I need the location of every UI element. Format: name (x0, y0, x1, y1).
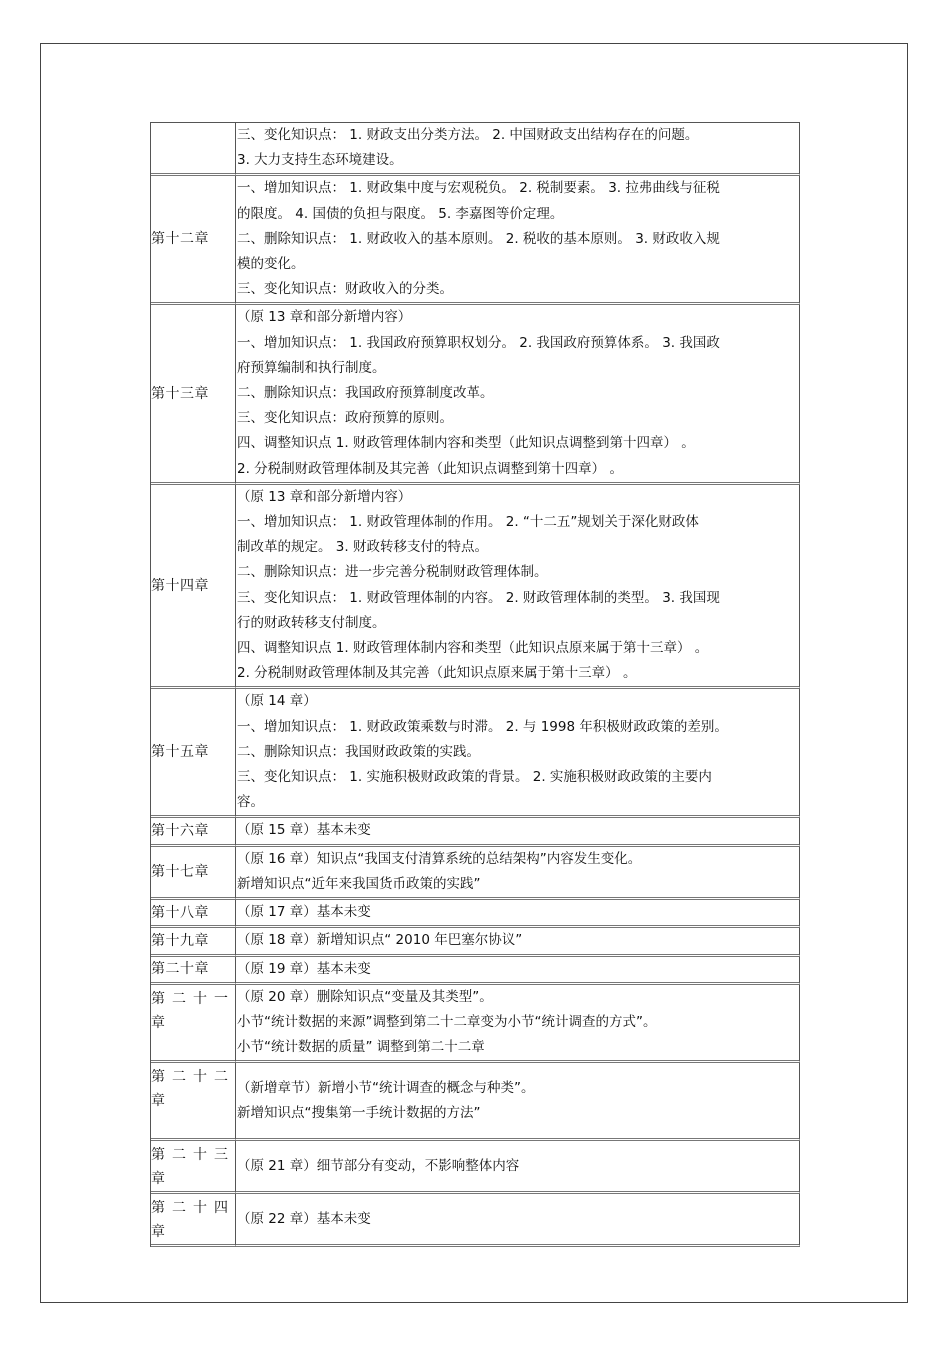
chapter-cell (151, 123, 236, 176)
chapter-label-line: 章 (151, 1014, 166, 1031)
change-content-cell (236, 900, 800, 928)
change-content-cell (236, 305, 800, 484)
chapter-label-line: 第二十一 (151, 990, 235, 1007)
chapter-cell (151, 1141, 236, 1194)
chapter-label: 第十三章 (151, 385, 209, 402)
chapter-changes-table (150, 122, 800, 1247)
table-row (151, 689, 800, 818)
change-text-line: （原 16 章）知识点“我国支付清算系统的总结架构”内容发生变化。 (237, 850, 642, 867)
change-content-cell (236, 847, 800, 900)
change-content-cell (236, 176, 800, 305)
change-text-line: 一、增加知识点： 1. 财政政策乘数与时滞。 2. 与 1998 年积极财政政策的差别。 (237, 718, 728, 735)
chapter-cell (151, 485, 236, 690)
change-text-line: 容。 (237, 794, 264, 811)
chapter-cell (151, 1194, 236, 1247)
chapter-cell (151, 957, 236, 985)
table-row (151, 928, 800, 956)
chapter-label: 第十八章 (151, 904, 209, 921)
change-text-line: 一、增加知识点： 1. 我国政府预算职权划分。 2. 我国政府预算体系。 3. 我国政 (237, 334, 720, 351)
chapter-label-line: 第二十四 (151, 1200, 235, 1217)
change-text-line: 三、变化知识点： 1. 实施积极财政政策的背景。 2. 实施积极财政政策的主要内 (237, 769, 712, 786)
change-content-cell (236, 1063, 800, 1141)
table-row (151, 305, 800, 484)
chapter-cell (151, 1063, 236, 1141)
change-text-line: 制改革的规定。 3. 财政转移支付的特点。 (237, 539, 488, 556)
change-text-line: 行的财政转移支付制度。 (237, 614, 386, 631)
change-text-line: 小节“统计数据的来源”调整到第二十二章变为小节“统计调查的方式”。 (237, 1013, 657, 1030)
change-text-line: 2. 分税制财政管理体制及其完善（此知识点调整到第十四章） 。 (237, 460, 623, 477)
change-text-line: （原 13 章和部分新增内容） (237, 309, 412, 326)
chapter-label-line: 章 (151, 1093, 166, 1110)
chapter-cell (151, 818, 236, 846)
change-text-line: 二、删除知识点：我国政府预算制度改革。 (237, 385, 494, 402)
chapter-cell (151, 928, 236, 956)
change-content-cell (236, 928, 800, 956)
change-text-line: 府预算编制和执行制度。 (237, 359, 386, 376)
chapter-label-line: 章 (151, 1171, 166, 1188)
change-content-cell (236, 985, 800, 1064)
chapter-label: 第十九章 (151, 932, 209, 949)
change-content-cell (236, 1194, 800, 1247)
chapter-label: 第十二章 (151, 231, 209, 248)
change-text-line: （原 17 章）基本未变 (237, 904, 371, 921)
table-row (151, 1063, 800, 1141)
chapter-label: 第二十章 (151, 961, 209, 978)
change-content-cell (236, 485, 800, 690)
change-content-cell (236, 123, 800, 176)
change-text-line: （原 14 章） (237, 693, 317, 710)
change-text-line: （原 22 章）基本未变 (237, 1210, 371, 1227)
change-text-line: 三、变化知识点： 1. 财政支出分类方法。 2. 中国财政支出结构存在的问题。 (237, 127, 699, 143)
table-row (151, 1194, 800, 1247)
change-content-cell (236, 818, 800, 846)
chapter-cell (151, 985, 236, 1064)
change-text-line: 2. 分税制财政管理体制及其完善（此知识点原来属于第十三章） 。 (237, 665, 637, 682)
change-text-line: 3. 大力支持生态环境建设。 (237, 152, 403, 169)
change-text-line: （原 19 章）基本未变 (237, 960, 371, 977)
change-text-line: 新增知识点“搜集第一手统计数据的方法” (237, 1104, 481, 1121)
change-text-line: 三、变化知识点：政府预算的原则。 (237, 410, 453, 427)
table-body (151, 123, 800, 1247)
table-row (151, 847, 800, 900)
chapter-cell (151, 305, 236, 484)
change-text-line: 四、调整知识点 1. 财政管理体制内容和类型（此知识点调整到第十四章） 。 (237, 435, 695, 452)
chapter-label-line: 章 (151, 1224, 166, 1241)
table-row (151, 818, 800, 846)
table-row (151, 123, 800, 176)
change-text-line: （原 18 章）新增知识点“ 2010 年巴塞尔协议” (237, 932, 523, 949)
chapter-cell (151, 847, 236, 900)
change-text-line: （原 20 章）删除知识点“变量及其类型”。 (237, 988, 493, 1005)
change-text-line: 三、变化知识点： 1. 财政管理体制的内容。 2. 财政管理体制的类型。 3. 我国现 (237, 589, 720, 606)
change-text-line: 二、删除知识点：进一步完善分税制财政管理体制。 (237, 564, 548, 581)
table-row (151, 1141, 800, 1194)
change-text-line: （原 21 章）细节部分有变动，不影响整体内容 (237, 1157, 520, 1174)
chapter-label: 第十七章 (151, 863, 209, 880)
chapter-label: 第十五章 (151, 744, 209, 761)
chapter-cell (151, 176, 236, 305)
change-text-line: 一、增加知识点： 1. 财政集中度与宏观税负。 2. 税制要素。 3. 拉弗曲线与征税 (237, 180, 720, 197)
change-text-line: 二、删除知识点： 1. 财政收入的基本原则。 2. 税收的基本原则。 3. 财政收入规 (237, 230, 720, 247)
change-text-line: 四、调整知识点 1. 财政管理体制内容和类型（此知识点原来属于第十三章） 。 (237, 640, 709, 657)
change-text-line: 三、变化知识点：财政收入的分类。 (237, 281, 453, 298)
table-row (151, 176, 800, 305)
table-row (151, 985, 800, 1064)
table-row (151, 957, 800, 985)
change-text-line: 一、增加知识点： 1. 财政管理体制的作用。 2. “十二五”规划关于深化财政体 (237, 514, 699, 531)
change-text-line: （原 15 章）基本未变 (237, 822, 371, 839)
change-content-cell (236, 1141, 800, 1194)
change-text-line: （新增章节）新增小节“统计调查的概念与种类”。 (237, 1079, 535, 1096)
change-text-line: 的限度。 4. 国债的负担与限度。 5. 李嘉图等价定理。 (237, 205, 564, 222)
change-content-cell (236, 957, 800, 985)
change-text-line: 二、删除知识点：我国财政政策的实践。 (237, 743, 480, 760)
change-content-cell (236, 689, 800, 818)
table-row (151, 900, 800, 928)
change-text-line: 模的变化。 (237, 256, 305, 273)
chapter-label: 第十六章 (151, 823, 209, 840)
chapter-label-line: 第二十三 (151, 1147, 235, 1164)
chapter-cell (151, 900, 236, 928)
chapter-label-line: 第二十二 (151, 1069, 235, 1086)
change-text-line: 新增知识点“近年来我国货币政策的实践” (237, 875, 481, 892)
change-text-line: （原 13 章和部分新增内容） (237, 488, 412, 505)
chapter-label: 第十四章 (151, 577, 209, 594)
chapter-cell (151, 689, 236, 818)
table-row (151, 485, 800, 690)
change-text-line: 小节“统计数据的质量” 调整到第二十二章 (237, 1039, 485, 1056)
